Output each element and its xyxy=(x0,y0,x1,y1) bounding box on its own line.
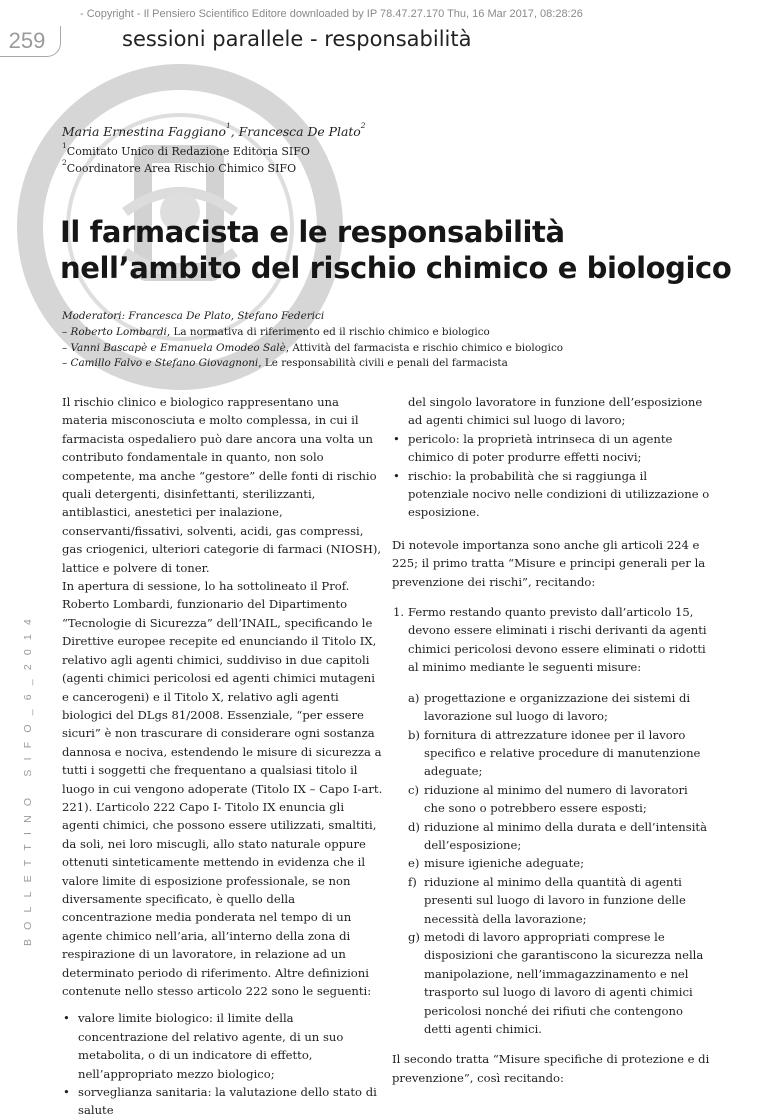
copyright-notice: - Copyright - Il Pensiero Scientifico Editore downloaded by IP 78.47.27.170 Thu, 16 Mar 2017, 08:28:26 xyxy=(80,8,583,20)
measure-item xyxy=(392,781,710,818)
talk-item: – Roberto Lombardi, La normativa di riferimento ed il rischio chimico e biologico xyxy=(62,325,490,338)
measure-item xyxy=(392,689,710,726)
item-label: 1. xyxy=(393,605,405,620)
item-text: riduzione al minimo della durata e dell’intensità dell’esposizione; xyxy=(424,819,708,852)
spacer xyxy=(62,1000,384,1009)
spacer xyxy=(392,1038,710,1050)
item-text: progettazione e organizzazione dei sistemi di lavorazione sul luogo di lavoro; xyxy=(424,690,691,724)
measure-item xyxy=(392,854,710,872)
author-name: Francesca De Plato xyxy=(238,124,361,139)
spacer xyxy=(392,677,710,689)
affiliation-list xyxy=(62,143,310,177)
measure-item xyxy=(392,726,710,781)
talk-item: – Camillo Falvo e Stefano Giovagnoni, Le responsabilità civili e penali del farmacista xyxy=(62,357,508,370)
affiliation-sup: 2 xyxy=(62,158,67,167)
item-label: d) xyxy=(408,819,420,834)
item-label: c) xyxy=(408,782,420,797)
item-text: misure igieniche adeguate; xyxy=(424,856,585,871)
item-text: riduzione al minimo del numero di lavoratori che sono o potrebbero essere esposti; xyxy=(424,782,688,816)
item-label: e) xyxy=(408,856,420,871)
body-paragraph: In apertura di sessione, lo ha sottolineato il Prof. Roberto Lombardi, funzionario del Dipartimento “Tecnologie di Sicurezza” dell’INAIL, specificando le Direttive europee recepite ed enunciando il Titolo IX, relativo agli agenti chimici, suddiviso in due capitoli (agenti chimici pericolosi ed agenti chimici mutageni e cancerogeni) e il Titolo X, relativo agli agenti biologici del DLgs 81/2008. Essenziale, “per essere sicuri” è non trascurare di considerare ogni sostanza dannosa e nociva, estendendo le misure di sicurezza a tutti i soggetti che frequentano a qualsiasi titolo il luogo in cui vengono adoperate (Titolo IX – Capo I-art. 221). L’articolo 222 Capo I- Titolo IX enuncia gli agenti chimici, che possono essere utilizzati, smaltiti, da soli, nei loro miscugli, allo stato naturale oppure ottenuti sinteticamente mettendo in evidenza che il valore limite di esposizione professionale, se non diversamente specificato, è quello della concentrazione media ponderata nel tempo di un agente chimico nell’aria, all’interno della zona di respirazione di un lavoratore, in relazione ad un determinato periodo di riferimento. Altre definizioni contenute nello stesso articolo 222 sono le seguenti: xyxy=(62,579,383,998)
talk-speakers: Camillo Falvo e Stefano Giovagnoni xyxy=(70,357,259,370)
talk-item: – Vanni Bascapè e Emanuela Omodeo Salè, Attività del farmacista e rischio chimico e biologico xyxy=(62,341,564,354)
body-paragraph: Il rischio clinico e biologico rappresentano una materia misconosciuta e molto complessa, in cui il farmacista ospedaliero può dare ancora una volta un contributo fondamentale in quanto, non solo competente, ma anche “gestore” delle fonti di rischio quali detergenti, disinfettanti, sterilizzanti, antiblastici, anestetici per inalazione, conservanti/fissativi, solventi, acidi, gas compressi, gas criogenici, ulteriori categorie di farmaci (NIOSH), lattice e polvere di toner. xyxy=(62,395,382,575)
bullet-item: • rischio: la probabilità che si raggiunga il potenziale nocivo nelle condizioni di utilizzazione o esposizione. xyxy=(392,467,710,522)
page-number: 259 xyxy=(8,28,46,53)
bullet-item: • sorveglianza sanitaria: la valutazione dello stato di salute xyxy=(62,1083,384,1120)
spacer xyxy=(392,591,710,603)
bullet-item: • valore limite biologico: il limite della concentrazione del relativo agente, di un suo metabolita, o di un indicatore di effetto, nell’appropriato mezzo biologico; xyxy=(62,1009,384,1083)
measure-item xyxy=(392,873,710,928)
journal-sidebar-text: BOLLETTINO SIFO_6_2014 xyxy=(22,610,34,947)
session-info xyxy=(62,309,563,372)
item-text: metodi di lavoro appropriati comprese le disposizioni che garantiscono la sicurezza nella manipolazione, nell’immagazzinamento e nel trasporto sul luogo di lavoro di agenti chimici pericolosi nonché dei rifiuti che contengono detti agenti chimici. xyxy=(424,929,704,1036)
numbered-item xyxy=(392,603,710,677)
bullet-continuation: del singolo lavoratore in funzione dell’esposizione ad agenti chimici sul luogo di lavoro; xyxy=(408,395,703,428)
item-label: a) xyxy=(408,690,420,705)
affiliation-text: Comitato Unico di Redazione Editoria SIFO xyxy=(66,145,310,158)
title-line: Il farmacista e le responsabilità xyxy=(60,215,565,249)
affiliation xyxy=(62,160,310,177)
item-text: riduzione al minimo della quantità di agenti presenti sul luogo di lavoro in funzione delle necessità della lavorazione; xyxy=(424,874,686,926)
author-name: Maria Ernestina Faggiano xyxy=(62,124,226,139)
item-label: b) xyxy=(408,727,420,742)
spacer xyxy=(392,522,710,536)
item-text: fornitura di attrezzature idonee per il lavoro specifico e relative procedure di manutenzione adeguate; xyxy=(424,727,701,779)
author-sup: 2 xyxy=(360,121,366,130)
title-line: nell’ambito del rischio chimico e biologico xyxy=(60,251,732,285)
body-paragraph: Di notevole importanza sono anche gli articoli 224 e 225; il primo tratta “Misure e principi generali per la prevenzione dei rischi”, recitando: xyxy=(392,537,706,589)
item-text: Fermo restando quanto previsto dall’articolo 15, devono essere eliminati i rischi derivanti da agenti chimici pericolosi devono essere eliminati o ridotti al minimo mediante le seguenti misure: xyxy=(408,605,707,675)
journal-sidebar xyxy=(22,610,42,966)
measure-item xyxy=(392,818,710,855)
bullet-item: • pericolo: la proprietà intrinseca di un agente chimico di poter produrre effetti nocivi; xyxy=(392,430,710,467)
item-label: f) xyxy=(408,874,417,889)
body-column-right xyxy=(392,393,710,1087)
affiliation-text: Coordinatore Area Rischio Chimico SIFO xyxy=(66,162,297,175)
author-list: Maria Ernestina Faggiano$^1$, Francesca De Plato$^2$ xyxy=(62,121,366,139)
body-paragraph: Il secondo tratta “Misure specifiche di protezione e di prevenzione”, così recitando: xyxy=(392,1052,710,1085)
talk-title: La normativa di riferimento ed il rischio chimico e biologico xyxy=(173,325,490,338)
moderators-line: Moderatori: Francesca De Plato, Stefano Federici xyxy=(62,310,325,322)
talk-speakers: Vanni Bascapè e Emanuela Omodeo Salè xyxy=(70,341,286,354)
item-label: g) xyxy=(408,929,420,944)
body-column-left xyxy=(62,393,384,1120)
author-sup: 1 xyxy=(225,121,231,130)
measure-item xyxy=(392,928,710,1038)
section-heading: sessioni parallele - responsabilità xyxy=(122,27,472,51)
affiliation xyxy=(62,143,310,160)
talk-title: Le responsabilità civili e penali del farmacista xyxy=(264,357,508,370)
talk-speakers: Roberto Lombardi xyxy=(70,325,167,338)
article-title xyxy=(60,214,731,286)
talk-title: Attività del farmacista e rischio chimico e biologico xyxy=(292,341,564,354)
affiliation-sup: 1 xyxy=(62,141,67,150)
